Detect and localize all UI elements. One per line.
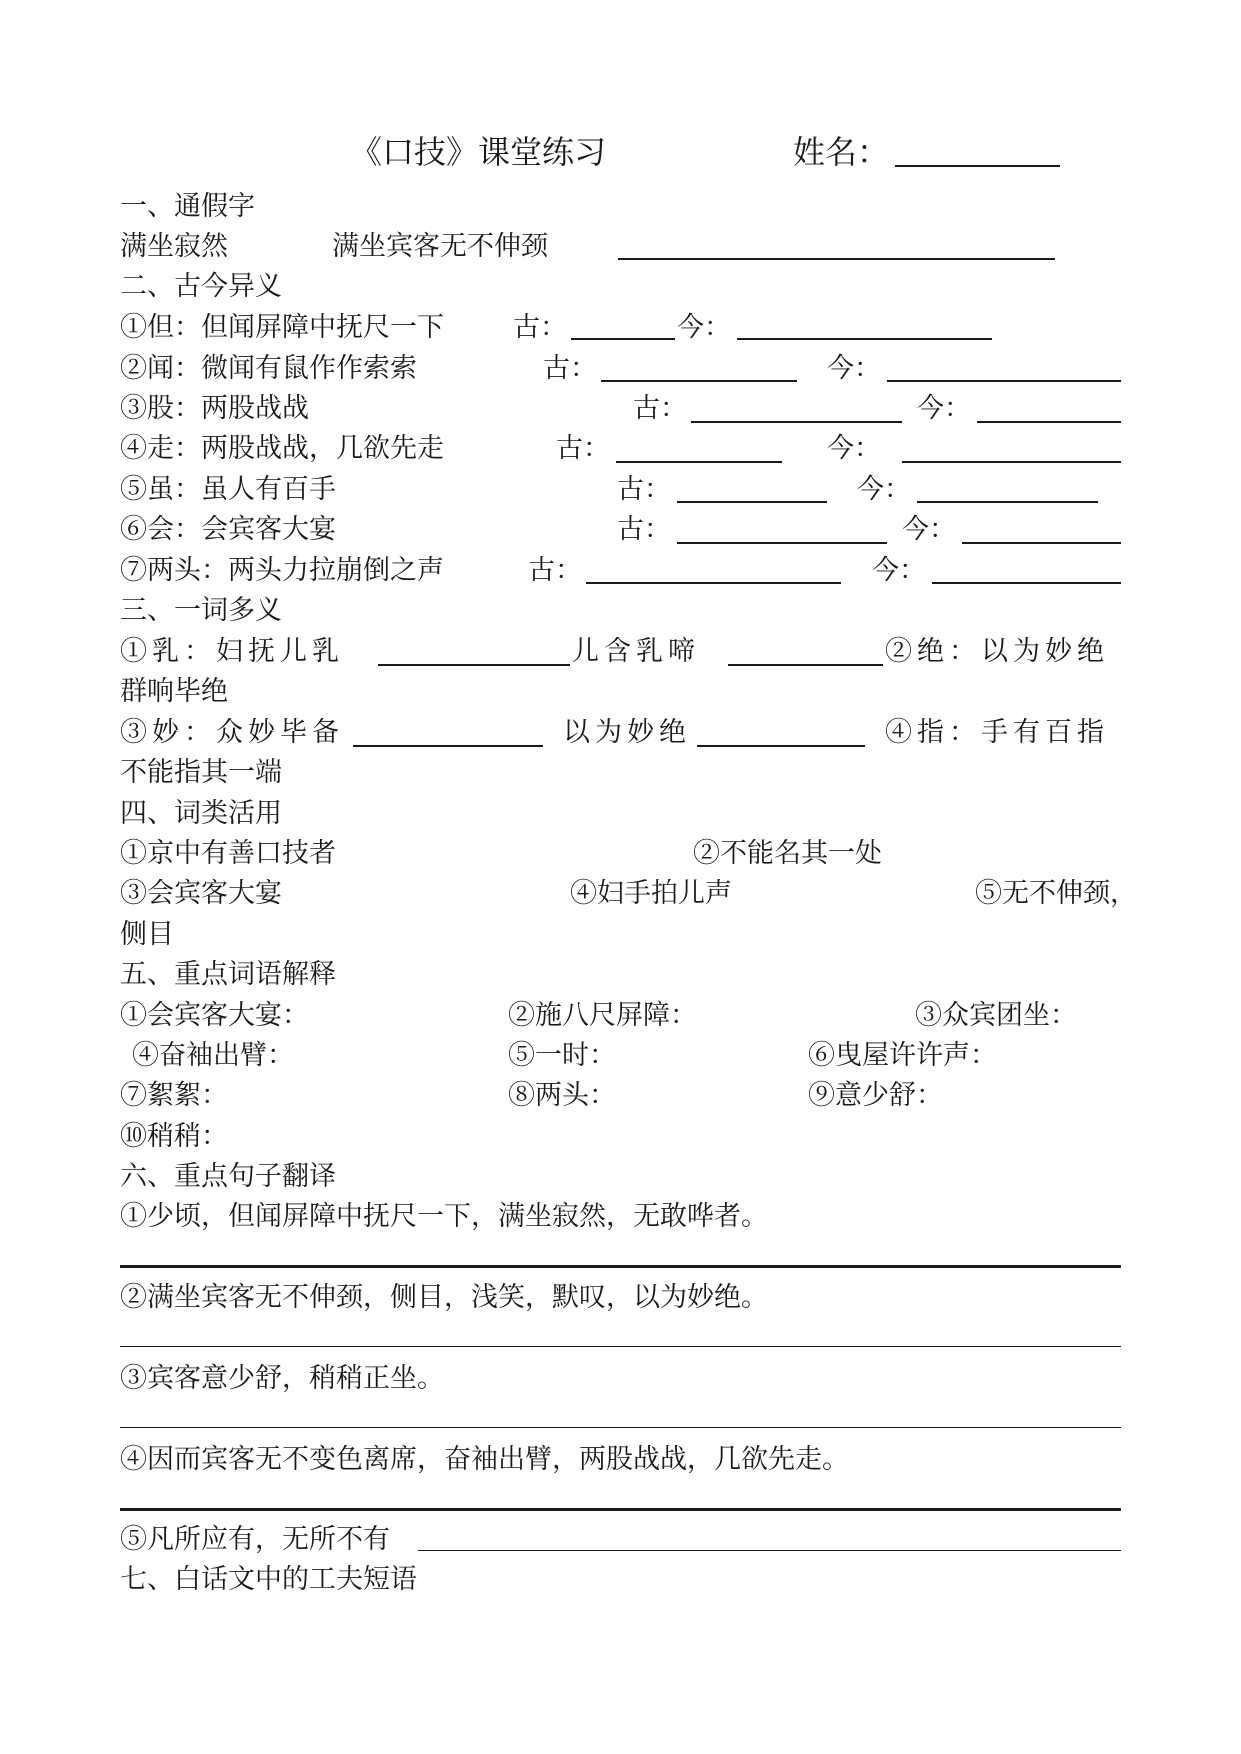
s1-item-a: 满坐寂然 [120, 231, 228, 262]
s3-item-4: ④指：手有百指 [885, 717, 1109, 748]
s5-item-4: ④奋袖出臂： [132, 1040, 294, 1071]
s5-item-7: ⑦絮絮： [120, 1080, 228, 1111]
s3-item-3b: 以为妙绝 [563, 717, 691, 748]
s5-item-8: ⑧两头： [508, 1080, 616, 1111]
s5-item-10: ⑩稍稍： [120, 1121, 228, 1152]
s2-jin-label-7: 今： [872, 555, 926, 586]
s2-item-6: ⑥会：会宾客大宴 [120, 514, 336, 545]
s2-gu-blank-3[interactable] [691, 421, 902, 423]
s2-gu-blank-5[interactable] [677, 501, 827, 503]
s2-jin-blank-4[interactable] [902, 461, 1121, 463]
s2-gu-label-6: 古： [617, 514, 671, 545]
s2-jin-label-1: 今： [677, 312, 731, 343]
s2-gu-label-2: 古： [543, 353, 597, 384]
s6-answer-line-5[interactable] [418, 1550, 1121, 1551]
s4-item-4: ④妇手拍儿声 [570, 878, 732, 909]
s3-blank-4[interactable] [697, 745, 865, 747]
s5-item-5: ⑤一时： [508, 1040, 616, 1071]
s5-item-2: ②施八尺屏障： [508, 1000, 697, 1031]
s2-jin-label-5: 今： [857, 474, 911, 505]
section-7-heading: 七、白话文中的工夫短语 [120, 1564, 417, 1595]
s2-gu-blank-1[interactable] [571, 338, 675, 340]
s1-answer-blank[interactable] [618, 258, 1055, 260]
s3-blank-1[interactable] [378, 664, 570, 666]
s6-answer-line-4[interactable] [120, 1508, 1121, 1511]
s5-item-3: ③众宾团坐： [915, 1000, 1077, 1031]
name-label: 姓名： [793, 133, 890, 171]
s6-item-1: ①少顷，但闻屏障中抚尺一下，满坐寂然，无敢哗者。 [120, 1201, 768, 1232]
section-6-heading: 六、重点句子翻译 [120, 1161, 336, 1192]
section-3-heading: 三、一词多义 [120, 595, 282, 626]
s2-jin-blank-5[interactable] [917, 501, 1098, 503]
s2-gu-label-7: 古： [528, 555, 582, 586]
section-4-heading: 四、词类活用 [120, 798, 282, 829]
s3-item-1b: 儿含乳啼 [572, 636, 700, 667]
s2-jin-label-3: 今： [917, 393, 971, 424]
s2-jin-label-4: 今： [827, 433, 881, 464]
s2-gu-blank-7[interactable] [586, 582, 841, 584]
s6-answer-line-2[interactable] [120, 1346, 1121, 1347]
s6-item-5: ⑤凡所应有，无所不有 [120, 1524, 390, 1555]
s5-item-6: ⑥曳屋许许声： [808, 1040, 997, 1071]
s3-item-4b: 不能指其一端 [120, 757, 282, 788]
s4-item-5b: 侧目 [120, 919, 174, 950]
s3-item-1: ①乳：妇抚儿乳 [120, 636, 344, 667]
s2-gu-blank-6[interactable] [677, 542, 887, 544]
s6-item-4: ④因而宾客无不变色离席，奋袖出臂，两股战战，几欲先走。 [120, 1444, 849, 1475]
s2-jin-blank-1[interactable] [737, 338, 992, 340]
s2-jin-blank-3[interactable] [977, 421, 1121, 423]
s2-item-4: ④走：两股战战，几欲先走 [120, 433, 444, 464]
s2-gu-label-5: 古： [617, 474, 671, 505]
s4-item-5: ⑤无不伸颈， [975, 878, 1137, 909]
section-5-heading: 五、重点词语解释 [120, 959, 336, 990]
s4-item-3: ③会宾客大宴 [120, 878, 282, 909]
s3-blank-3[interactable] [353, 745, 543, 747]
s6-item-3: ③宾客意少舒，稍稍正坐。 [120, 1363, 444, 1394]
s3-blank-2[interactable] [728, 664, 883, 666]
s6-answer-line-1[interactable] [120, 1265, 1121, 1268]
s2-item-7: ⑦两头：两头力拉崩倒之声 [120, 555, 444, 586]
s3-item-3: ③妙：众妙毕备 [120, 717, 344, 748]
s2-gu-blank-4[interactable] [616, 461, 782, 463]
s4-item-2: ②不能名其一处 [693, 838, 882, 869]
s2-jin-label-6: 今： [902, 514, 956, 545]
s2-gu-label-1: 古： [513, 312, 567, 343]
s5-item-1: ①会宾客大宴： [120, 1000, 309, 1031]
s2-jin-label-2: 今： [827, 353, 881, 384]
s1-item-b: 满坐宾客无不伸颈 [332, 231, 548, 262]
s2-item-1: ①但：但闻屏障中抚尺一下 [120, 312, 444, 343]
s2-jin-blank-6[interactable] [962, 542, 1121, 544]
s2-gu-label-4: 古： [556, 433, 610, 464]
s2-item-2: ②闻：微闻有鼠作作索索 [120, 353, 417, 384]
s2-item-5: ⑤虽：虽人有百手 [120, 474, 336, 505]
s4-item-1: ①京中有善口技者 [120, 838, 336, 869]
s2-gu-label-3: 古： [633, 393, 687, 424]
s2-jin-blank-2[interactable] [887, 380, 1121, 382]
section-2-heading: 二、古今异义 [120, 271, 282, 302]
s3-item-2b: 群响毕绝 [120, 676, 228, 707]
s2-jin-blank-7[interactable] [932, 582, 1121, 584]
s2-item-3: ③股：两股战战 [120, 393, 309, 424]
s6-item-2: ②满坐宾客无不伸颈，侧目，浅笑，默叹，以为妙绝。 [120, 1282, 768, 1313]
s2-gu-blank-2[interactable] [601, 380, 797, 382]
s3-item-2: ②绝：以为妙绝 [885, 636, 1109, 667]
name-blank[interactable] [895, 165, 1060, 167]
s5-item-9: ⑨意少舒： [808, 1080, 943, 1111]
section-1-heading: 一、通假字 [120, 191, 255, 222]
s6-answer-line-3[interactable] [120, 1427, 1121, 1428]
page-title: 《口技》课堂练习 [350, 133, 607, 171]
